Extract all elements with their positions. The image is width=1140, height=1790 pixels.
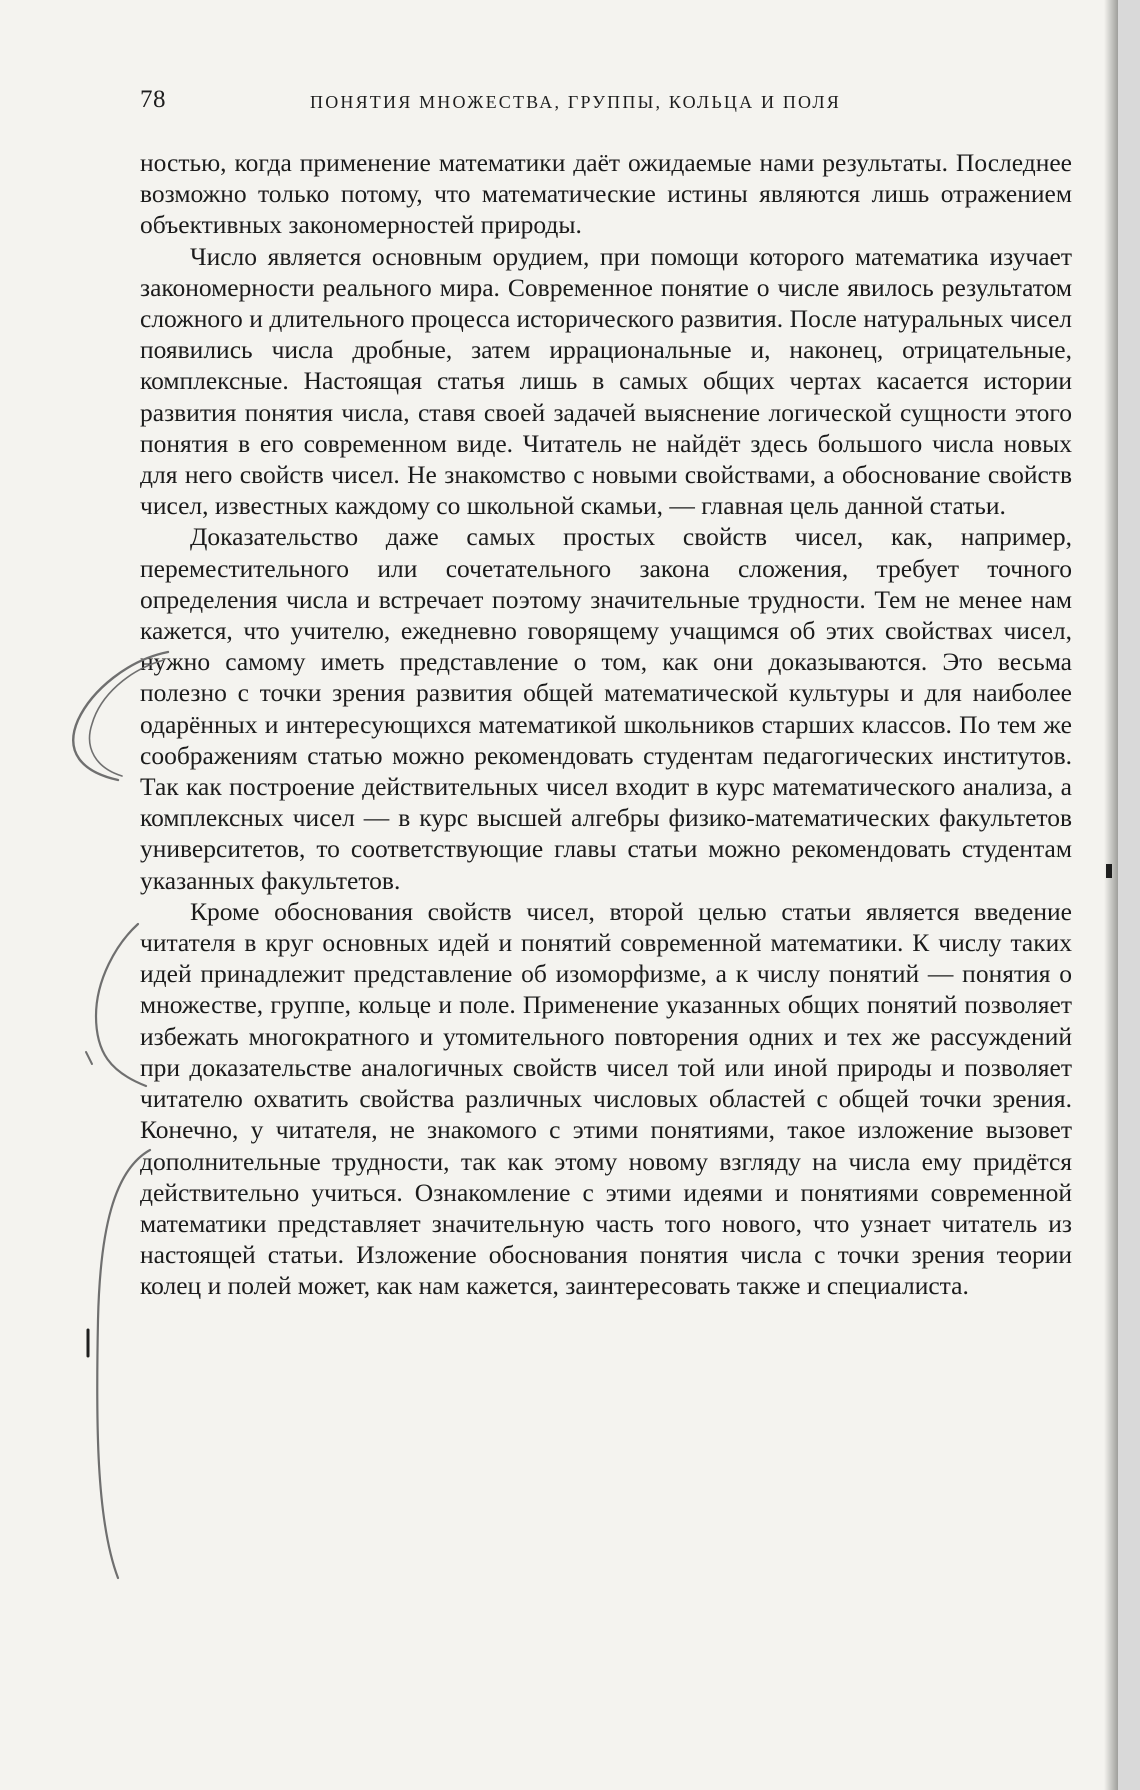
- pencil-tick-mark: [86, 1052, 92, 1064]
- running-title: ПОНЯТИЯ МНОЖЕСТВА, ГРУППЫ, КОЛЬЦА И ПОЛЯ: [310, 92, 841, 112]
- body-text: [140, 147, 1072, 1302]
- pencil-bracket-2: [96, 924, 146, 1086]
- page-number: 78: [140, 86, 166, 113]
- page-header: [140, 86, 1070, 126]
- paragraph-1: ностью, когда применение математики даёт ожидаемые нами результаты. Последнее возможно только потому, что математические истины являются лишь отражением объективных закономерностей природы.: [140, 148, 1072, 240]
- page-edge-shadow: [1104, 0, 1118, 1790]
- paragraph-4: Кроме обоснования свойств чисел, второй целью статьи является введение читателя в круг основных идей и понятий современной математики. К числу таких идей принадлежит представление об изоморфизме, а к числу понятий — понятия о множестве, группе, кольце и поле. Применение указанных общих понятий позволяет избежать многократного и утомительного повторения одних и тех же рассуждений при доказательстве аналогичных свойств чисел той или иной природы и позволяет читателю охватить свойства различных числовых областей с общей точки зрения. Конечно, у читателя, не знакомого с этими понятиями, такое изложение вызовет дополнительные трудности, так как этому новому взгляду на числа ему придётся действительно учиться. Ознакомление с этими идеями и понятиями современной математики представляет значительную часть того нового, что узнает читатель из настоящей статьи. Изложение обоснования понятия числа с точки зрения теории колец и полей может, как нам кажется, заинтересовать также и специалиста.: [140, 896, 1072, 1301]
- paragraph-2: Число является основным орудием, при помощи которого математика изучает закономерности реального мира. Современное понятие о числе явилось результатом сложного и длительного процесса исторического развития. После натуральных чисел появились числа дробные, затем иррациональные и, наконец, отрицательные, комплексные. Настоящая статья лишь в самых общих чертах касается истории развития понятия числа, ставя своей задачей выяснение логической сущности этого понятия в его современном виде. Читатель не найдёт здесь большого числа новых для него свойств чисел. Не знакомство с новыми свойствами, а обоснование свойств чисел, известных каждому со школьной скамьи, — главная цель данной статьи.: [140, 241, 1072, 521]
- paragraph-3: Доказательство даже самых простых свойств чисел, как, например, переместительного или сочетательного закона сложения, требует точного определения числа и встречает поэтому значительные трудности. Тем не менее нам кажется, что учителю, ежедневно говорящему учащимся об этих свойствах чисел, нужно самому иметь представление о том, как они доказываются. Это весьма полезно с точки зрения развития общей математической культуры и для наиболее одарённых и интересующихся математикой школьников старших классов. По тем же соображениям статью можно рекомендовать студентам педагогических институтов. Так как построение действительных чисел входит в курс математического анализа, а комплексных чисел — в курс высшей алгебры физико-математических факультетов университетов, то соответствующие главы статьи можно рекомендовать студентам указанных факультетов.: [140, 522, 1072, 895]
